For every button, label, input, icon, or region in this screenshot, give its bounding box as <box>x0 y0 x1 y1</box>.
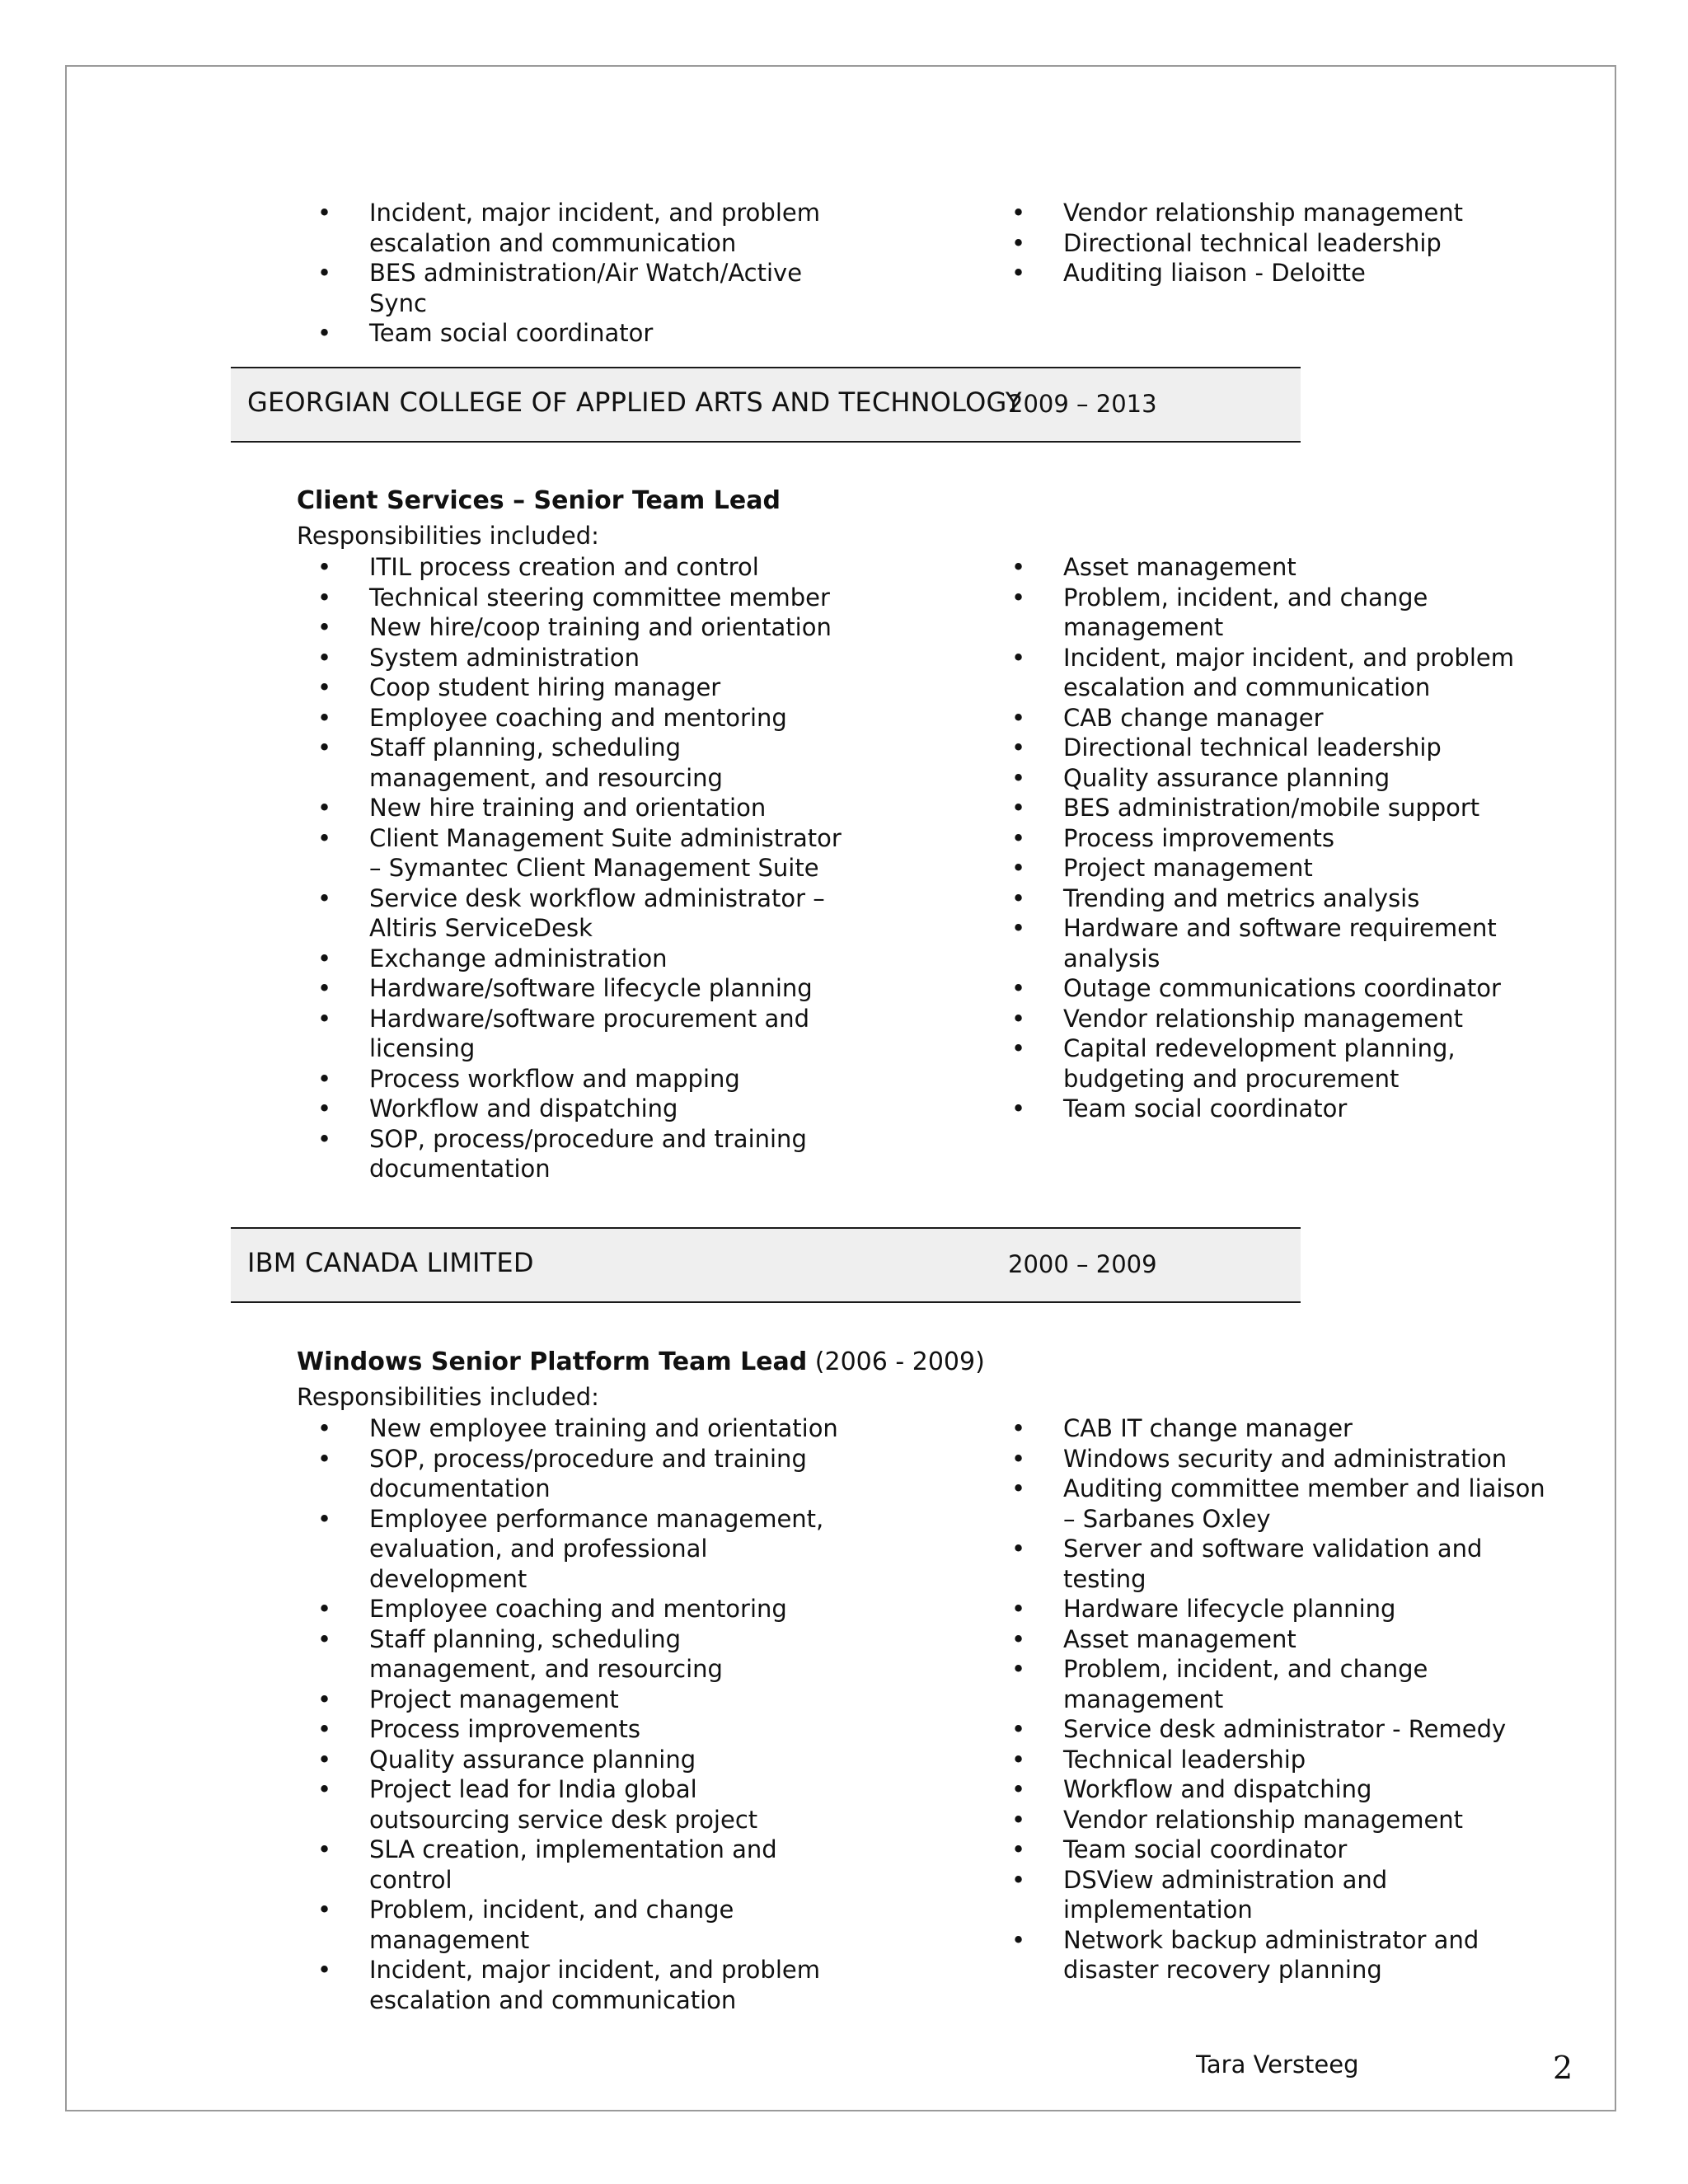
georgian-right-list <box>1002 552 1546 1124</box>
list-item: • Project management <box>1002 853 1546 883</box>
list-item: • System administration <box>308 643 844 673</box>
list-item: • BES administration/mobile support <box>1002 793 1546 823</box>
georgian-role-title <box>297 486 781 515</box>
page-number: 2 <box>1553 2050 1573 2086</box>
list-item: • Team social coordinator <box>1002 1094 1546 1124</box>
list-item: • Workflow and dispatching <box>308 1094 844 1124</box>
list-item: • Directional technical leadership <box>1002 733 1546 763</box>
list-item: • CAB IT change manager <box>1002 1413 1546 1444</box>
list-item: • Employee coaching and mentoring <box>308 1594 844 1624</box>
list-item: • Vendor relationship management <box>1002 1004 1546 1034</box>
list-item: • Hardware and software requirement analysis <box>1002 913 1546 973</box>
list-item: • Staff planning, scheduling management, and resourcing <box>308 1624 844 1685</box>
list-item: • Technical leadership <box>1002 1745 1546 1775</box>
list-item: • Asset management <box>1002 552 1546 583</box>
list-item: • Service desk workflow administrator – Altiris ServiceDesk <box>308 883 844 944</box>
list-item: • Vendor relationship management <box>1002 1805 1546 1835</box>
list-item: • DSView administration and implementation <box>1002 1865 1546 1925</box>
list-item: • Hardware lifecycle planning <box>1002 1594 1546 1624</box>
ibm-right-list <box>1002 1413 1546 1985</box>
list-item: • SOP, process/procedure and training documentation <box>308 1124 844 1184</box>
list-item: • Project management <box>308 1685 844 1715</box>
list-item: • Employee performance management, evaluation, and professional development <box>308 1504 844 1595</box>
list-item: • Coop student hiring manager <box>308 673 844 703</box>
list-item: • Team social coordinator <box>1002 1835 1546 1865</box>
list-item: • BES administration/Air Watch/Active Sync <box>308 258 844 318</box>
list-item: • Process improvements <box>1002 823 1546 854</box>
list-item: • Staff planning, scheduling management, and resourcing <box>308 733 844 793</box>
top-right-list <box>1002 198 1546 288</box>
georgian-responsibilities-label: Responsibilities included: <box>297 522 599 550</box>
list-item: • Problem, incident, and change management <box>1002 1654 1546 1714</box>
ibm-role-title <box>297 1347 985 1376</box>
list-item: • Server and software validation and testing <box>1002 1534 1546 1594</box>
list-item: • Workflow and dispatching <box>1002 1774 1546 1805</box>
list-item: • Directional technical leadership <box>1002 228 1546 259</box>
list-item: • Incident, major incident, and problem escalation and communication <box>1002 643 1546 703</box>
list-item: • Auditing liaison - Deloitte <box>1002 258 1546 288</box>
list-item: • Quality assurance planning <box>1002 763 1546 794</box>
list-item: • Hardware/software lifecycle planning <box>308 973 844 1004</box>
list-item: • Process workflow and mapping <box>308 1064 844 1094</box>
list-item: • Trending and metrics analysis <box>1002 883 1546 914</box>
list-item: • CAB change manager <box>1002 703 1546 733</box>
list-item: • Service desk administrator - Remedy <box>1002 1714 1546 1745</box>
list-item: • Capital redevelopment planning, budgeting and procurement <box>1002 1033 1546 1094</box>
top-left-list <box>308 198 844 349</box>
list-item: • Client Management Suite administrator – Symantec Client Management Suite <box>308 823 844 883</box>
employer-name: IBM CANADA LIMITED <box>247 1247 534 1278</box>
ibm-responsibilities-label: Responsibilities included: <box>297 1383 599 1411</box>
list-item: • Technical steering committee member <box>308 583 844 613</box>
list-item: • Problem, incident, and change management <box>308 1895 844 1955</box>
list-item: • Quality assurance planning <box>308 1745 844 1775</box>
list-item: • Hardware/software procurement and licensing <box>308 1004 844 1064</box>
role-title-text: Windows Senior Platform Team Lead <box>297 1347 808 1376</box>
ibm-left-list <box>308 1413 844 2015</box>
employment-years: 2009 – 2013 <box>1008 390 1157 418</box>
list-item: • Project lead for India global outsourcing service desk project <box>308 1774 844 1835</box>
list-item: • Incident, major incident, and problem escalation and communication <box>308 1955 844 2015</box>
list-item: • Windows security and administration <box>1002 1444 1546 1474</box>
list-item: • New hire/coop training and orientation <box>308 612 844 643</box>
list-item: • SOP, process/procedure and training documentation <box>308 1444 844 1504</box>
list-item: • Process improvements <box>308 1714 844 1745</box>
georgian-employer-bar <box>231 367 1301 443</box>
list-item: • Asset management <box>1002 1624 1546 1655</box>
list-item: • SLA creation, implementation and control <box>308 1835 844 1895</box>
role-title-text: Client Services – Senior Team Lead <box>297 486 781 515</box>
list-item: • Employee coaching and mentoring <box>308 703 844 733</box>
list-item: • Team social coordinator <box>308 318 844 349</box>
list-item: • Incident, major incident, and problem escalation and communication <box>308 198 844 258</box>
list-item: • Exchange administration <box>308 944 844 974</box>
ibm-employer-bar <box>231 1227 1301 1303</box>
role-dates: (2006 - 2009) <box>807 1347 985 1376</box>
list-item: • ITIL process creation and control <box>308 552 844 583</box>
list-item: • Vendor relationship management <box>1002 198 1546 228</box>
employer-name: GEORGIAN COLLEGE OF APPLIED ARTS AND TECHNOLOGY <box>247 387 1022 418</box>
employment-years: 2000 – 2009 <box>1008 1250 1157 1278</box>
list-item: • Auditing committee member and liaison – Sarbanes Oxley <box>1002 1474 1546 1534</box>
list-item: • New employee training and orientation <box>308 1413 844 1444</box>
list-item: • New hire training and orientation <box>308 793 844 823</box>
list-item: • Outage communications coordinator <box>1002 973 1546 1004</box>
georgian-left-list <box>308 552 844 1184</box>
footer-author-name: Tara Versteeg <box>1196 2050 1359 2079</box>
list-item: • Problem, incident, and change management <box>1002 583 1546 643</box>
list-item: • Network backup administrator and disaster recovery planning <box>1002 1925 1546 1985</box>
